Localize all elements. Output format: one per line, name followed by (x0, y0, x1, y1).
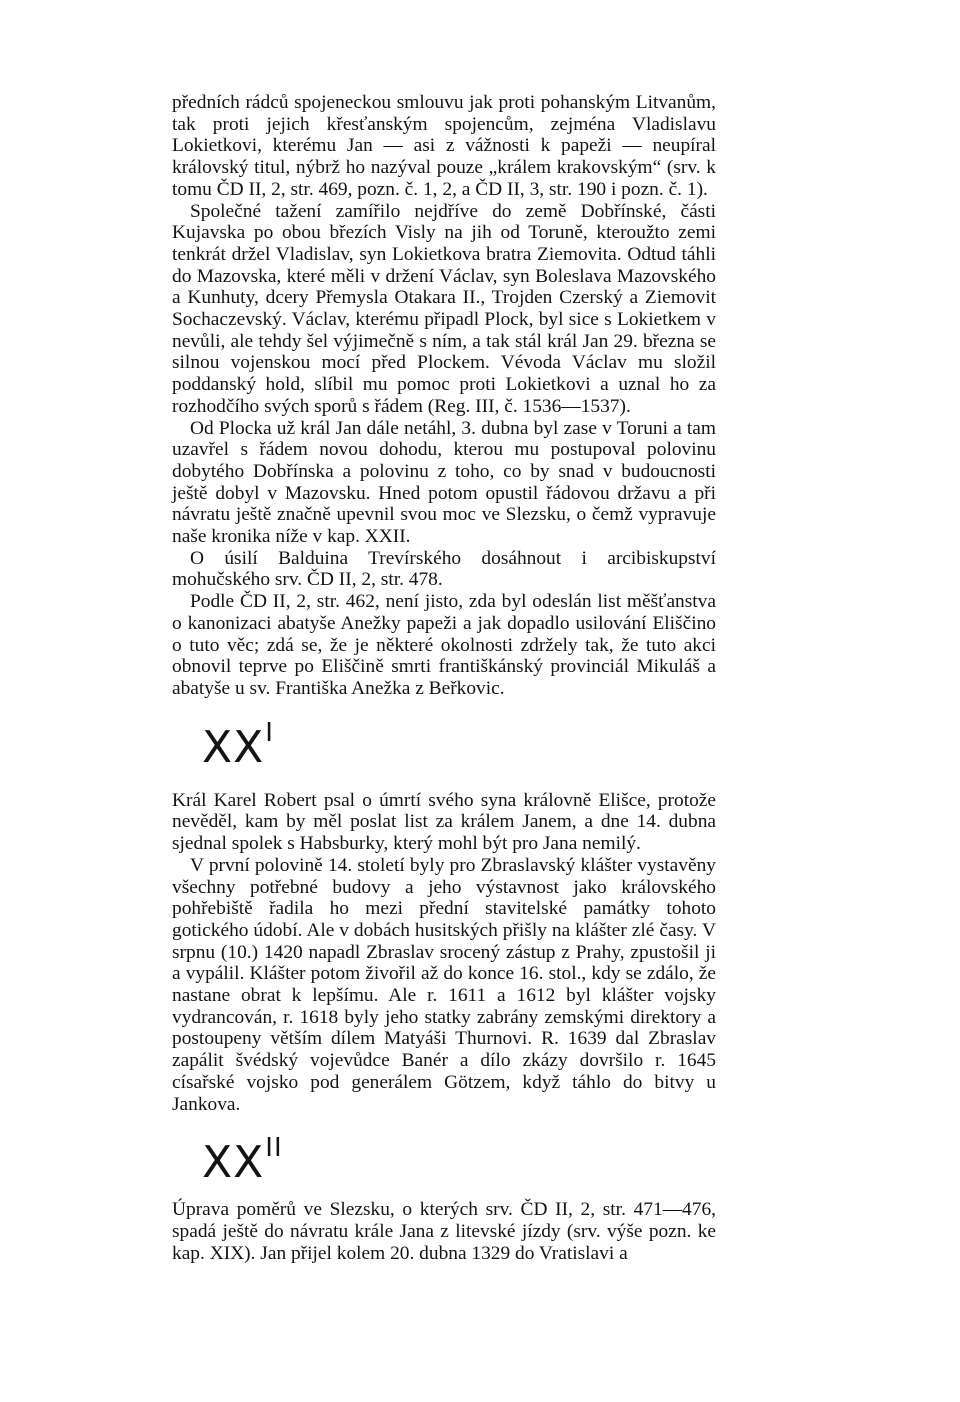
paragraph: Úprava poměrů ve Slezsku, o kterých srv. ČD II, 2, str. 471—476, spadá ještě do návratu krále Jana z litevské jízdy (srv. výše pozn. ke kap. XIX). Jan přijel kolem 20. dubna 1329 do Vratislavi a (172, 1199, 716, 1264)
paragraph: O úsilí Balduina Trevírského dosáhnout i arcibiskupství mohučského srv. ČD II, 2, str. 478. (172, 547, 716, 591)
chapter-heading-tail: II (265, 1133, 283, 1164)
chapter-22-notes (172, 1199, 716, 1264)
chapter-heading-xxii (202, 1133, 716, 1191)
chapter-heading-main: XX (202, 1137, 265, 1189)
paragraph: Podle ČD II, 2, str. 462, není jisto, zda byl odeslán list měšťanstva o kanonizaci abatyše Anežky papeži a jak dopadlo usilování Eliščino o tuto věc; zdá se, že je některé okolnosti zdržely tak, že tuto akci obnovil teprve po Eliščině smrti františkánský provinciál Mikuláš a abatyše u sv. Františka Anežka z Beřkovic. (172, 591, 716, 699)
paragraph: předních rádců spojeneckou smlouvu jak proti pohanským Litvanům, tak proti jejich křesťanským spojencům, zejména Vladislavu Lokietkovi, kterému Jan — asi z vážnosti k papeži — neupíral královský titul, nýbrž ho nazýval pouze „králem krakovským“ (srv. k tomu ČD II, 2, str. 469, pozn. č. 1, 2, a ČD II, 3, str. 190 i pozn. č. 1). (172, 92, 716, 200)
chapter-21-notes (172, 790, 716, 1116)
chapter-heading-tail: I (265, 717, 274, 748)
section-intro (172, 92, 716, 700)
paragraph: Král Karel Robert psal o úmrtí svého syna královně Elišce, protože nevěděl, kam by měl poslat list za králem Janem, a dne 14. dubna sjednal spolek s Habsburky, který mohl být pro Jana nemilý. (172, 789, 716, 855)
paragraph: V první polovině 14. století byly pro Zbraslavský klášter vystavěny všechny potřebné budovy a jeho výstavnost jako královského pohřebiště řadila ho mezi přední stavitelské památky tohoto gotického údobí. Ale v dobách husitských přišly na klášter zlé časy. V srpnu (10.) 1420 napadl Zbraslav srocený zástup z Prahy, zpustošil ji a vypálil. Klášter potom živořil až do konce 16. stol., kdy se zdálo, že nastane obrat k lepšímu. Ale r. 1611 a 1612 byl klášter vojsky vydrancován, r. 1618 byly jeho statky zabrány zemskými direktory a postoupeny větším dílem Matyáši Thurnovi. R. 1639 dal Zbraslav zapálit švédský vojevůdce Banér a dílo zkázy dovršilo r. 1645 císařské vojsko pod generálem Götzem, když táhlo do bitvy u Jankova. (172, 854, 716, 1115)
book-page (172, 92, 716, 1264)
chapter-heading-main: XX (202, 721, 265, 773)
chapter-heading-xxi (202, 717, 716, 776)
paragraph: Od Plocka už král Jan dále netáhl, 3. dubna byl zase v Toruni a tam uzavřel s řádem novou dohodu, kterou mu postupoval polovinu dobytého Dobřínska a polovinu z toho, co by snad v budoucnosti ještě dobyl v Mazovsku. Hned potom opustil řádovou državu a při návratu ještě značně upevnil svou moc ve Slezsku, o čemž vypravuje naše kronika níže v kap. XXII. (172, 417, 716, 548)
paragraph: Společné tažení zamířilo nejdříve do země Dobřínské, části Kujavska po obou březích Visly na jih od Toruně, kteroužto zemi tenkrát držel Vladislav, syn Lokietkova bratra Ziemovita. Odtud táhli do Mazovska, které měli v držení Václav, syn Boleslava Mazovského a Kunhuty, dcery Přemysla Otakara II., Trojden Czerský a Ziemovit Sochaczevský. Václav, kterému připadl Plock, byl sice s Lokietkem v nevůli, ale tehdy šel výjimečně s ním, a tak stál král Jan 29. března se silnou vojenskou mocí před Plockem. Vévoda Václav mu složil poddanský hold, slíbil mu pomoc proti Lokietkovi a uznal ho za rozhodčího svých sporů s řádem (Reg. III, č. 1536—1537). (172, 200, 716, 417)
